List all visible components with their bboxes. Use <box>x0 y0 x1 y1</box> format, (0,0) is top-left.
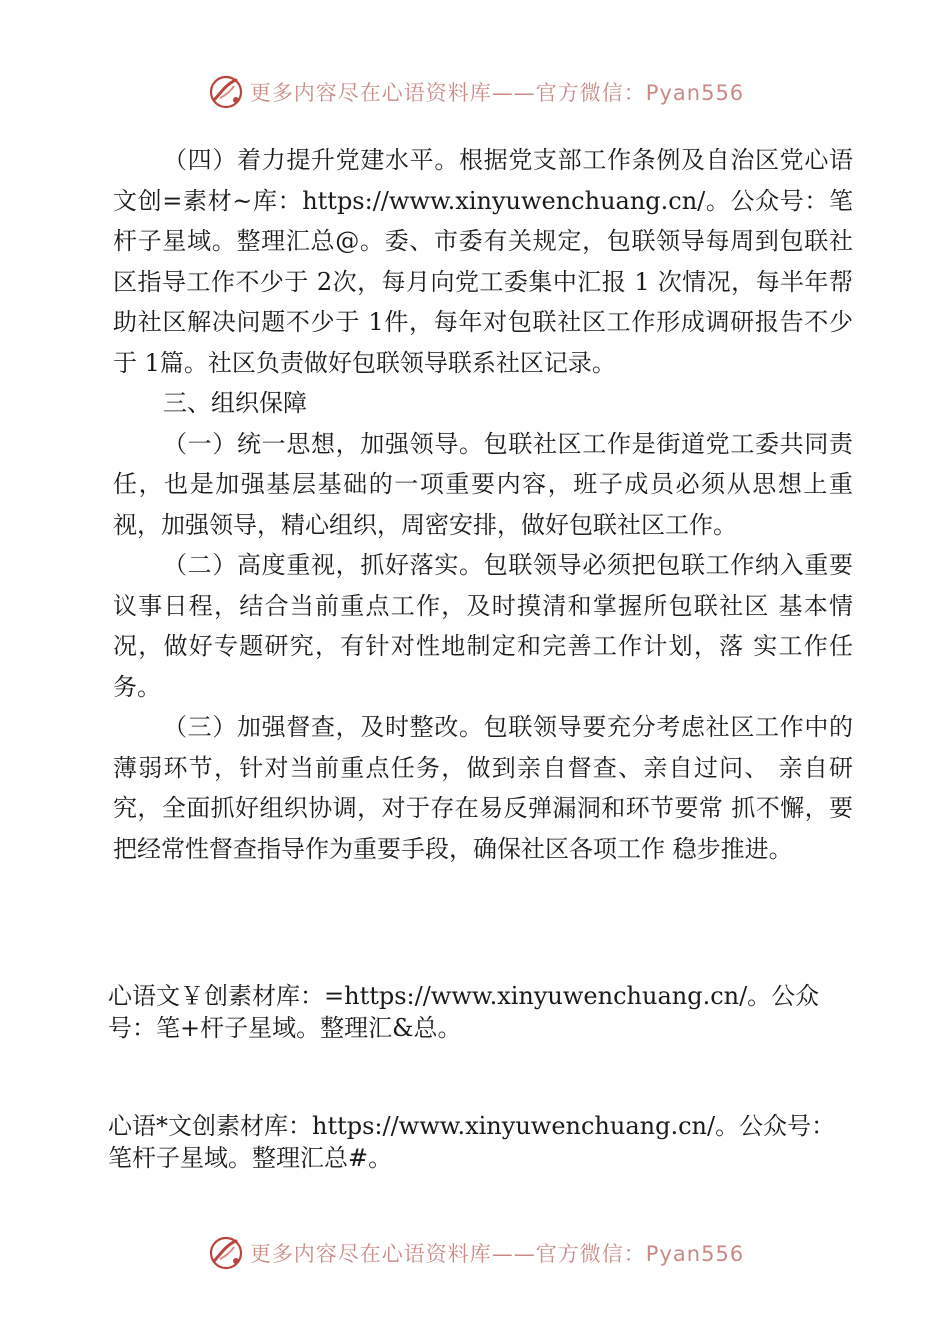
header-banner <box>0 72 950 112</box>
watermark-text-2: 心语*文创素材库：https://www.xinyuwenchuang.cn/。公众号：笔杆子星域。整理汇总#。 <box>108 1112 836 1172</box>
logo-icon <box>206 74 246 110</box>
paragraph-unify-thinking: （一）统一思想，加强领导。包联社区工作是街道党工委共同责任，也是加强基层基础的一项重要内容，班子成员必须从思想上重视，加强领导，精心组织，周密安排，做好包联社区工作。 <box>113 429 853 539</box>
paragraph-high-attention: （二）高度重视，抓好落实。包联领导必须把包联工作纳入重要议事日程，结合当前重点工作，及时摸清和掌握所包联社区 基本情况，做好专题研究，有针对性地制定和完善工作计划，落 实工作任务。 <box>113 551 853 701</box>
banner-text: 更多内容尽在心语资料库——官方微信：Pyan556 <box>249 81 745 105</box>
banner-text: 更多内容尽在心语资料库——官方微信：Pyan556 <box>249 1242 745 1266</box>
footer-banner <box>0 1233 950 1273</box>
paragraph-supervision: （三）加强督查，及时整改。包联领导要充分考虑社区工作中的薄弱环节，针对当前重点任务，做到亲自督查、亲自过问、 亲自研究，全面抓好组织协调，对于存在易反弹漏洞和环节要常 抓不懈，要把经常性督查指导作为重要手段，确保社区各项工作 稳步推进。 <box>113 713 853 863</box>
document-body <box>113 140 853 869</box>
watermark-text-1: 心语文￥创素材库：=https://www.xinyuwenchuang.cn/。公众号：笔+杆子星域。整理汇&总。 <box>108 982 820 1042</box>
paragraph-party-building: （四）着力提升党建水平。根据党支部工作条例及自治区党心语文创=素材~库：https://www.xinyuwenchuang.cn/。公众号：笔杆子星域。整理汇总@。委、市委有关规定，包联领导每周到包联社区指导工作不少于 2次，每月向党工委集中汇报 1 次情况，每半年帮助社区解决问题不少于 1件，每年对包联社区工作形成调研报告不少于 1篇。社区负责做好包联领导联系社区记录。 <box>113 146 853 377</box>
section-heading-organization: 三、组织保障 <box>163 389 307 417</box>
logo-icon <box>206 1235 246 1271</box>
